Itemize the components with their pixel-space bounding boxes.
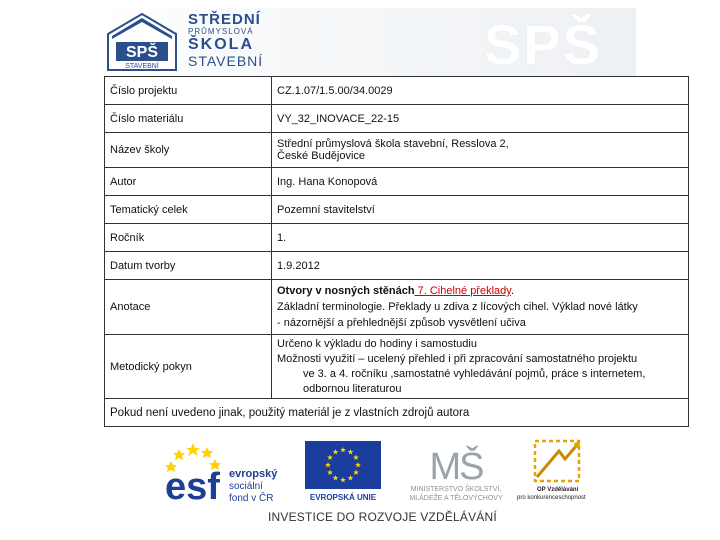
logo-badge-text: SPŠ: [125, 44, 159, 61]
school-name-line-1: Střední průmyslová škola stavební, Resslova 2,: [277, 138, 509, 150]
row-key: Číslo projektu: [105, 77, 272, 105]
annotation-link[interactable]: 7. Cihelné překlady: [414, 285, 511, 297]
table-row: [105, 133, 689, 168]
row-value: 1.9.2012: [272, 252, 689, 280]
method-line-4: odbornou literaturou: [303, 382, 402, 395]
table-row: [105, 77, 689, 105]
row-key: Ročník: [105, 224, 272, 252]
table-footer-row: [105, 399, 689, 427]
method-line-2: Možnosti využití – ucelený přehled i při zpracování samostatného projektu: [277, 352, 638, 365]
annotation-title: Otvory v nosných stěnách: [277, 285, 415, 297]
esf-wordmark: esf: [165, 466, 220, 503]
row-key: Název školy: [105, 133, 272, 168]
msmt-monogram: MŠ: [429, 446, 483, 488]
investice-slogan: INVESTICE DO ROZVOJE VZDĚLÁVÁNÍ: [268, 510, 497, 524]
table-row: [105, 168, 689, 196]
row-key: Anotace: [105, 280, 272, 335]
logo-badge-sub: STAVEBNÍ: [125, 63, 159, 70]
annotation-line-2: Základní terminologie. Překlady u zdiva z lícových cihel. Výklad nové látky: [277, 301, 638, 313]
eu-text: EVROPSKÁ UNIE: [309, 493, 377, 502]
msmt-text-2: MLÁDEŽE A TĚLOVÝCHOVY: [409, 495, 503, 502]
table-row: [105, 224, 689, 252]
row-value: Ing. Hana Konopová: [272, 168, 689, 196]
row-key: Číslo materiálu: [105, 105, 272, 133]
table-footer-text: Pokud není uvedeno jinak, použitý materiál je z vlastních zdrojů autora: [105, 399, 689, 427]
logo-line-1: STŘEDNÍ: [188, 11, 261, 28]
annotation-cell: [272, 280, 689, 335]
method-cell: [272, 335, 689, 399]
school-logo-icon: [106, 12, 178, 72]
row-value: CZ.1.07/1.5.00/34.0029: [272, 77, 689, 105]
header-watermark: SPŠ: [484, 13, 603, 76]
table-row: [105, 105, 689, 133]
table-row: [105, 280, 689, 335]
op-text-1: OP Vzdělávání: [537, 487, 579, 493]
msmt-text-1: MINISTERSTVO ŠKOLSTVÍ,: [410, 486, 502, 493]
esf-text-3: fond v ČR: [229, 493, 274, 503]
funding-logos: [165, 437, 605, 505]
esf-logo-icon: [165, 441, 295, 503]
msmt-logo-icon: [401, 439, 511, 503]
method-line-1: Určeno k výkladu do hodiny i samostudiu: [277, 337, 477, 350]
op-vzdelavani-logo-icon: [515, 437, 605, 503]
esf-text-2: sociální: [229, 481, 263, 492]
logo-line-4: STAVEBNÍ: [188, 53, 264, 69]
row-key: Autor: [105, 168, 272, 196]
row-key: Metodický pokyn: [105, 335, 272, 399]
logo-line-3: ŠKOLA: [188, 36, 254, 53]
esf-text-1: evropský: [229, 468, 278, 480]
table-row: [105, 252, 689, 280]
eu-flag-icon: [301, 439, 385, 503]
annotation-title-end: .: [510, 285, 515, 297]
method-line-3: ve 3. a 4. ročníku ,samostatné vyhledávání pojmů, práce s internetem,: [303, 367, 646, 380]
row-value: VY_32_INOVACE_22-15: [272, 105, 689, 133]
table-row: [105, 196, 689, 224]
row-key: Datum tvorby: [105, 252, 272, 280]
school-header: [104, 8, 636, 76]
annotation-line-3: - názornější a přehlednější způsob vysvětlení učiva: [277, 317, 526, 329]
annotation-title-line: [277, 283, 683, 299]
table-row: [105, 335, 689, 399]
row-key: Tematický celek: [105, 196, 272, 224]
row-value: Pozemní stavitelství: [272, 196, 689, 224]
school-logo-wordmark: [188, 12, 278, 74]
row-value: 1.: [272, 224, 689, 252]
row-value: [272, 133, 689, 168]
school-name-line-2: České Budějovice: [277, 150, 366, 162]
op-text-2: pro konkurenceschopnost: [517, 495, 586, 501]
project-info-table: [104, 76, 689, 427]
logo-line-2: PRŮMYSLOVÁ: [188, 27, 254, 36]
